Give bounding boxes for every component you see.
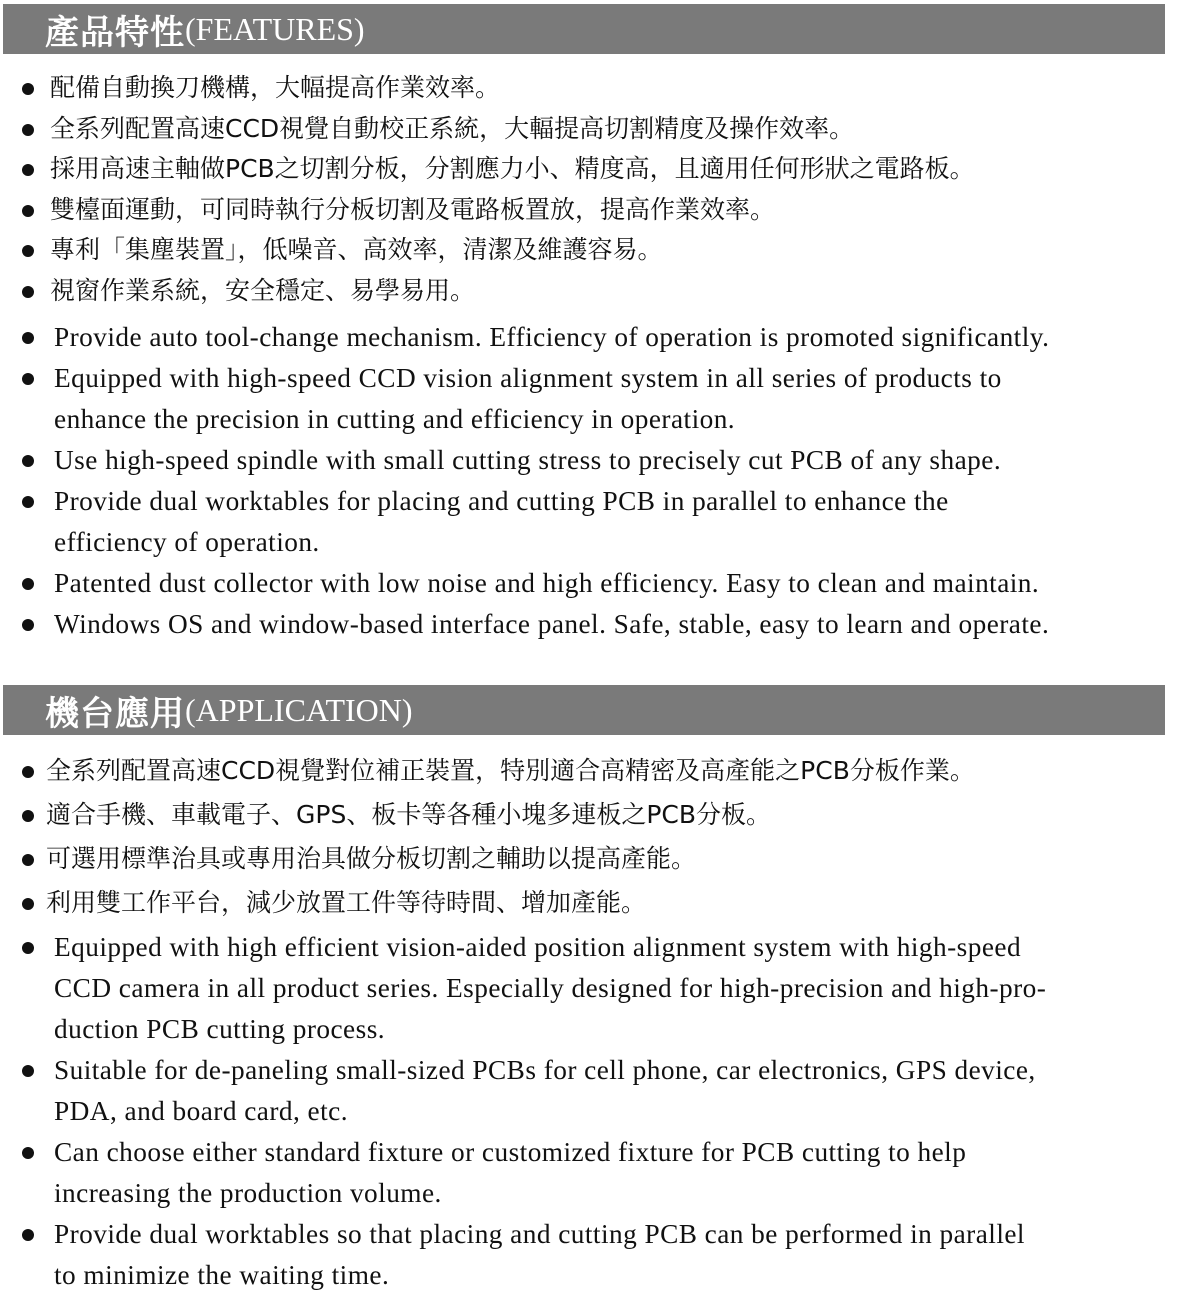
list-item: 雙檯面運動，可同時執行分板切割及電路板置放，提高作業效率。 [0, 190, 1200, 231]
list-item-line: efficiency of operation. [54, 527, 320, 557]
list-item: 全系列配置高速CCD視覺對位補正裝置，特別適合高精密及高產能之PCB分板作業。 [0, 749, 1200, 793]
list-item-line: increasing the production volume. [54, 1178, 442, 1208]
list-item-line: Provide dual worktables so that placing and cutting PCB can be performed in parallel [54, 1219, 1025, 1249]
list-item-line: PDA, and board card, etc. [54, 1096, 348, 1126]
features-zh-list [0, 68, 1200, 311]
list-item: 適合手機、車載電子、GPS、板卡等各種小塊多連板之PCB分板。 [0, 793, 1200, 837]
list-item [0, 1132, 1200, 1214]
features-title-zh: 產品特性 [45, 12, 185, 53]
list-item [0, 358, 1200, 440]
list-item: 視窗作業系統，安全穩定、易學易用。 [0, 271, 1200, 312]
list-item: 配備自動換刀機構，大幅提高作業效率。 [0, 68, 1200, 109]
list-item-line: Suitable for de-paneling small-sized PCBs for cell phone, car electronics, GPS device, [54, 1055, 1036, 1085]
list-item [0, 481, 1200, 563]
list-item-line: Patented dust collector with low noise and high efficiency. Easy to clean and maintain. [54, 568, 1040, 598]
list-item-line: enhance the precision in cutting and efficiency in operation. [54, 404, 736, 434]
list-item [0, 317, 1200, 358]
application-header [3, 685, 1165, 735]
list-item-line: Provide dual worktables for placing and cutting PCB in parallel to enhance the [54, 486, 949, 516]
application-zh-list [0, 749, 1200, 925]
list-item-line: Equipped with high efficient vision-aided position alignment system with high-speed [54, 932, 1022, 962]
list-item-line: duction PCB cutting process. [54, 1014, 386, 1044]
list-item: 利用雙工作平台，減少放置工件等待時間、增加產能。 [0, 881, 1200, 925]
list-item: 專利「集塵裝置」，低噪音、高效率，清潔及維護容易。 [0, 230, 1200, 271]
list-item-line: Use high-speed spindle with small cutting stress to precisely cut PCB of any shape. [54, 445, 1002, 475]
list-item-line: Windows OS and window-based interface panel. Safe, stable, easy to learn and operate. [54, 609, 1050, 639]
list-item [0, 1214, 1200, 1296]
list-item-line: Can choose either standard fixture or customized fixture for PCB cutting to help [54, 1137, 967, 1167]
features-title-en: (FEATURES) [185, 10, 365, 47]
list-item [0, 440, 1200, 481]
application-title-zh: 機台應用 [45, 693, 185, 734]
list-item [0, 563, 1200, 604]
list-item: 可選用標準治具或專用治具做分板切割之輔助以提高產能。 [0, 837, 1200, 881]
list-item [0, 1050, 1200, 1132]
list-item-line: CCD camera in all product series. Especially designed for high-precision and high-pro- [54, 973, 1047, 1003]
list-item: 全系列配置高速CCD視覺自動校正系統，大輻提高切割精度及操作效率。 [0, 109, 1200, 150]
application-en-list [0, 927, 1200, 1296]
list-item-line: to minimize the waiting time. [54, 1260, 390, 1290]
list-item-line: Equipped with high-speed CCD vision alignment system in all series of products to [54, 363, 1002, 393]
application-title-en: (APPLICATION) [185, 691, 413, 728]
list-item [0, 927, 1200, 1050]
features-header [3, 4, 1165, 54]
list-item-line: Provide auto tool-change mechanism. Efficiency of operation is promoted significantly. [54, 322, 1050, 352]
features-en-list [0, 317, 1200, 645]
list-item [0, 604, 1200, 645]
list-item: 採用高速主軸做PCB之切割分板，分割應力小、精度高，且適用任何形狀之電路板。 [0, 149, 1200, 190]
